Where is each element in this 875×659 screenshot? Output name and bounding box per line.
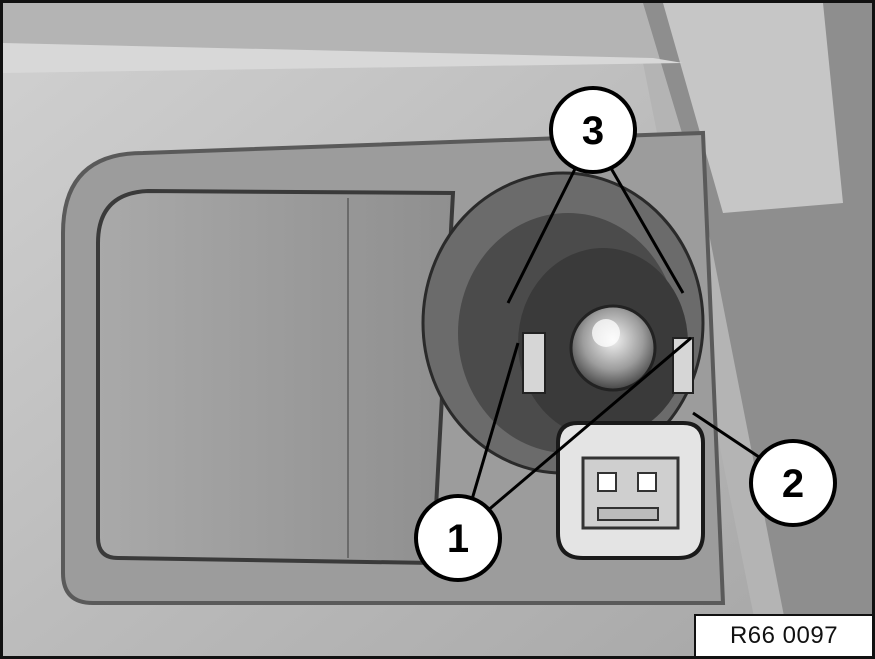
callout-3: [551, 88, 635, 172]
callout-3-label: 3: [581, 109, 605, 153]
figure-reference-code: R66 0097: [694, 614, 872, 656]
callout-1-label: 1: [446, 517, 470, 561]
callout-1: [416, 496, 500, 580]
headlight-housing-photo: [3, 3, 875, 659]
inner-window: [98, 191, 453, 563]
retaining-clip-left: [523, 333, 545, 393]
callout-2: [751, 441, 835, 525]
callout-2-label: 2: [781, 462, 805, 506]
